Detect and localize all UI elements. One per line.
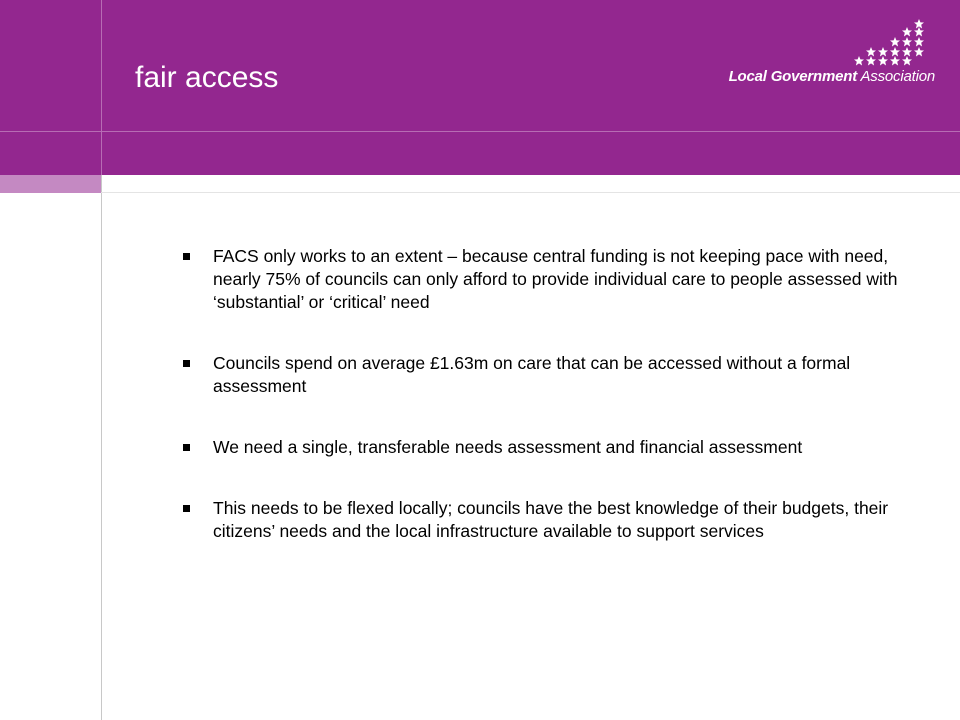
left-rule [101,175,102,720]
logo-text [729,68,935,85]
lga-logo [728,18,945,90]
bullet-item [183,497,913,543]
slide-title: fair access [135,61,279,94]
bullet-text: We need a single, transferable needs assessment and financial assessment [213,437,803,457]
bullet-square-icon [183,444,190,451]
bullet-item [183,436,913,459]
bullet-text: This needs to be flexed locally; councils have the best knowledge of their budgets, their citizens’ needs and the local infrastructure available to support services [213,498,889,541]
bullet-square-icon [183,505,190,512]
logo-text-regular: Association [860,68,935,85]
content-top-rule [101,192,960,193]
header-divider-horizontal [0,131,960,132]
bullet-item [183,245,913,314]
bullet-text: FACS only works to an extent – because central funding is not keeping pace with need, nearly 75% of councils can only afford to provide individual care to people assessed with ‘substantial’ or ‘critical’ need [213,246,898,312]
bullet-square-icon [183,253,190,260]
bullet-list [183,245,913,581]
bullet-text: Councils spend on average £1.63m on care that can be accessed without a formal assessment [213,353,851,396]
stars-icon [847,18,927,66]
bullet-square-icon [183,360,190,367]
corner-accent-block [0,175,101,193]
header-divider-vertical [101,0,102,175]
bullet-item [183,352,913,398]
logo-text-bold: Local Government [728,68,858,85]
